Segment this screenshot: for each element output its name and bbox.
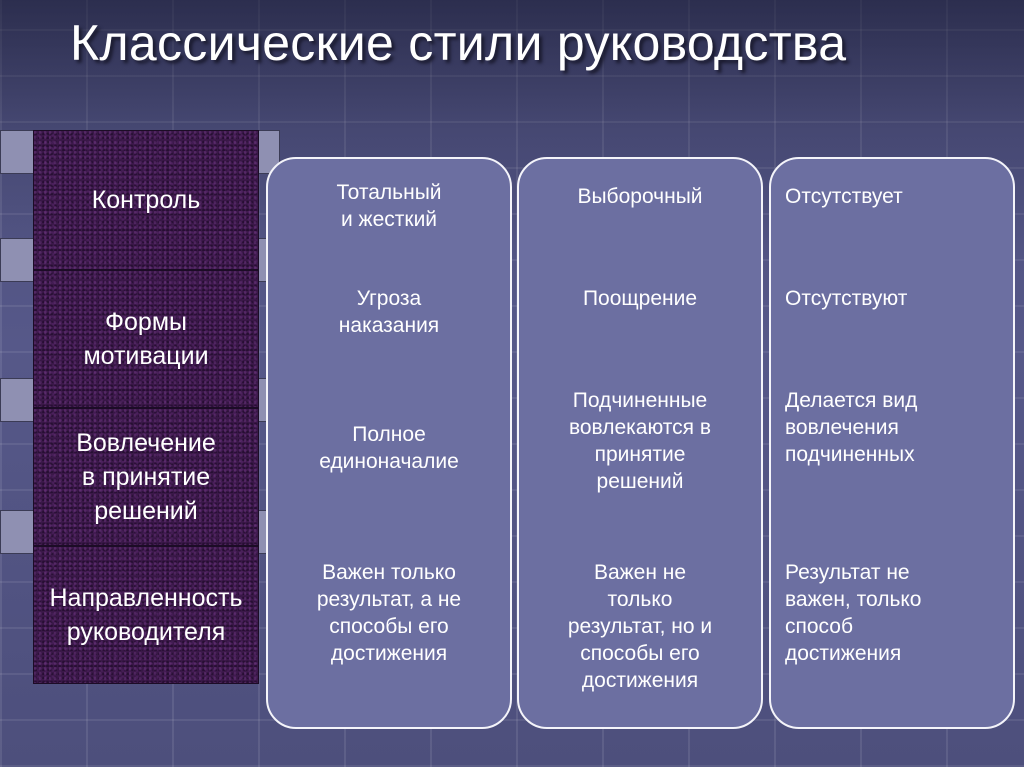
cell-involvement: Полное единоначалие	[319, 423, 459, 473]
row-label-text: Вовлечение в принятие решений	[76, 429, 216, 525]
cell-orientation: Важен не только результат, но и способы его достижения	[567, 561, 713, 692]
row-label-text: Контроль	[91, 186, 201, 214]
cell-orientation: Результат не важен, только способ достижения	[785, 561, 922, 665]
cell-motivation: Угроза наказания	[338, 287, 440, 337]
style-column-1	[266, 157, 512, 729]
cell-control: Тотальный и жесткий	[336, 181, 442, 231]
cell-motivation: Отсутствуют	[785, 287, 908, 310]
row-label-orientation	[33, 546, 259, 684]
cell-involvement: Подчиненные вовлекаются в принятие решений	[568, 389, 712, 493]
row-label-text: Направленность руководителя	[49, 584, 243, 646]
row-label-motivation	[33, 270, 259, 408]
style-column-3	[769, 157, 1015, 729]
style-column-2	[517, 157, 763, 729]
cell-motivation: Поощрение	[582, 287, 698, 310]
cell-orientation: Важен только результат, а не способы его достижения	[316, 561, 462, 665]
row-label-involvement	[33, 408, 259, 546]
cell-involvement: Делается вид вовлечения подчиненных	[785, 389, 918, 466]
cell-control: Отсутствует	[785, 185, 903, 208]
slide-title: Классические стили руководства	[70, 15, 847, 71]
cell-control: Выборочный	[577, 185, 703, 208]
row-label-control	[33, 130, 259, 270]
row-label-text: Формы мотивации	[83, 308, 209, 370]
